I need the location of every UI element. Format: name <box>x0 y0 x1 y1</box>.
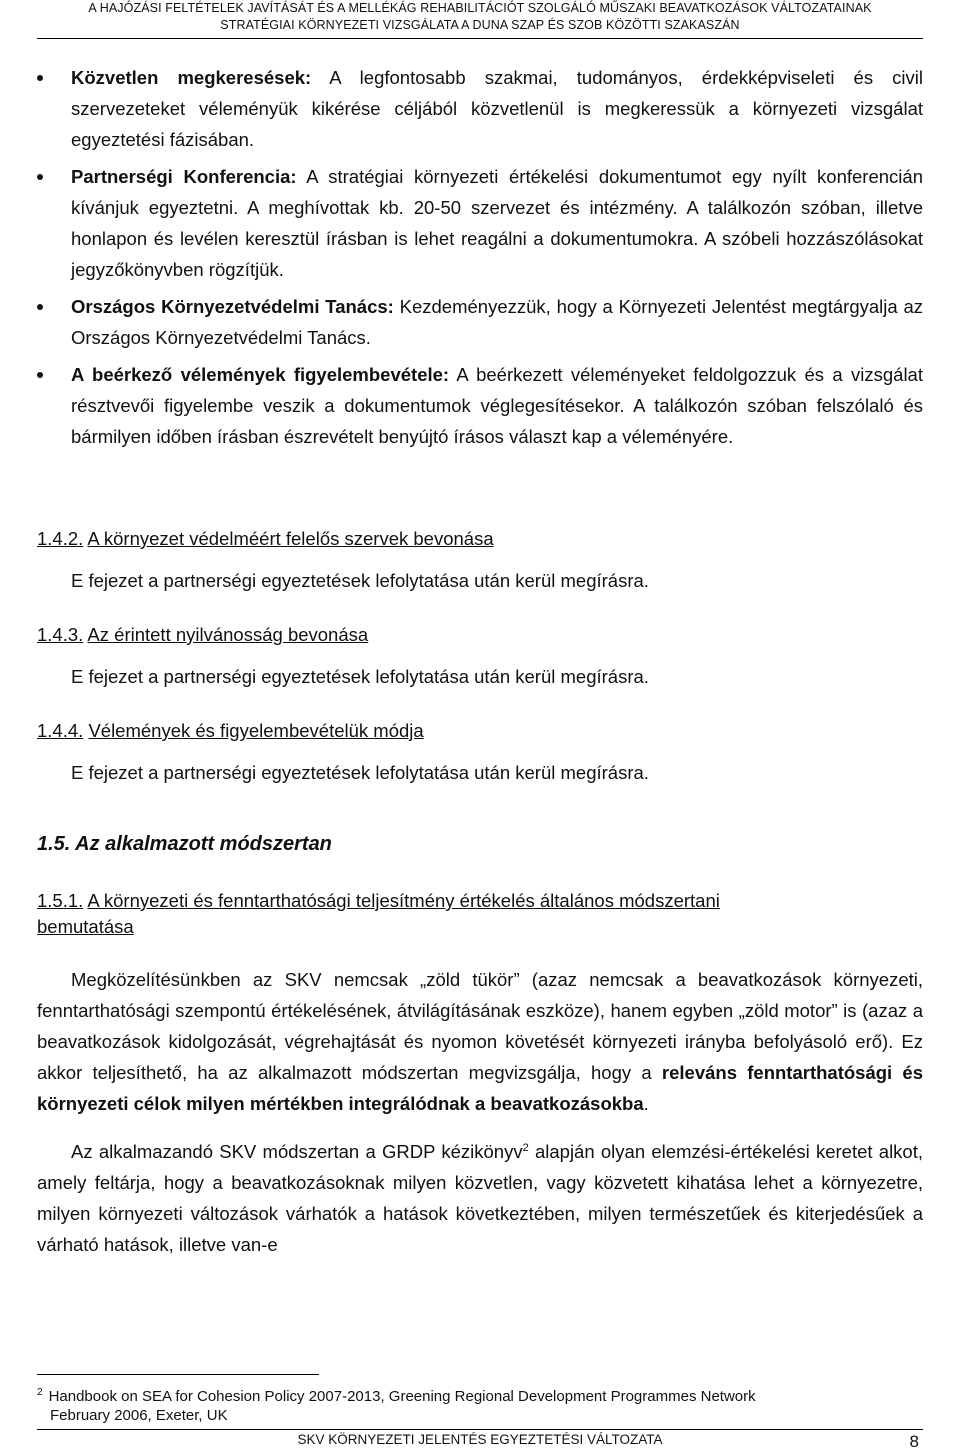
header-line-1: A HAJÓZÁSI FELTÉTELEK JAVÍTÁSÁT ÉS A MELLÉKÁG REHABILITÁCIÓT SZOLGÁLÓ MŰSZAKI BEAVATKOZÁSOK VÁLTOZATAINAK <box>88 1 872 15</box>
section-text-1-4-3: E fejezet a partnerségi egyeztetések lefolytatása után kerül megírásra. <box>71 666 649 687</box>
bullet-icon <box>37 75 43 81</box>
bullet-text: A legfontosabb szakmai, tudományos, érdekképviseleti és civil szervezeteket véleményük kikérése céljából közvetlenül is megkeressük a környezeti vizsgálat egyeztetési fázisában. <box>71 67 923 150</box>
body-paragraph-1: Megközelítésünkben az SKV nemcsak „zöld tükör” (azaz nemcsak a beavatkozások környezeti, fenntarthatósági szempontú értékelésének, átvilágításának eszköze), hanem egyben „zöld motor” is (azaz a beavatkozások kidolgozását, végrehajtását és nyomon követését környezeti irányba befolyásoló erő). Ez akkor teljesíthető, ha az alkalmazott módszertan megvizsgálja, hogy a releváns fenntarthatósági és környezeti célok milyen mértékben integrálódnak a beavatkozásokba. <box>37 969 923 1114</box>
page-number: 8 <box>909 1432 919 1451</box>
section-text-1-4-2: E fejezet a partnerségi egyeztetések lefolytatása után kerül megírásra. <box>71 570 649 591</box>
bullet-term: Országos Környezetvédelmi Tanács: <box>71 296 394 317</box>
section-heading-1-4-2: 1.4.2. A környezet védelméért felelős szervek bevonása <box>37 528 494 549</box>
body-paragraph-2: Az alkalmazandó SKV módszertan a GRDP kézikönyv$^2$ alapján olyan elemzési-értékelési keretet alkot, amely feltárja, hogy a beavatkozásoknak milyen közvetlen, vagy közvetett kihatása lehet a környezetre, milyen környezeti változások várhatók a hatások következtében, milyen természetűek és kiterjedésűek a várható hatások, illetve van-e <box>37 1141 923 1256</box>
list-item <box>37 291 923 353</box>
footer-title: SKV KÖRNYEZETI JELENTÉS EGYEZTETÉSI VÁLTOZATA <box>297 1432 663 1447</box>
bullet-term: A beérkező vélemények figyelembevétele: <box>71 364 450 385</box>
section-heading-1-4-4: 1.4.4. Vélemények és figyelembevételük módja <box>37 720 424 741</box>
bullet-term: Partnerségi Konferencia: <box>71 166 297 187</box>
list-item <box>37 62 923 155</box>
footnote-line-2: February 2006, Exeter, UK <box>50 1407 228 1424</box>
header-line-2: STRATÉGIAI KÖRNYEZETI VIZSGÁLATA A DUNA SZAP ÉS SZOB KÖZÖTTI SZAKASZÁN <box>220 18 740 32</box>
bullet-text: Kezdeményezzük, hogy a Környezeti Jelentést megtárgyalja az Országos Környezetvédelmi Tanács. <box>71 296 924 348</box>
subsection-heading: 1.5.1. A környezeti és fenntarthatósági teljesítmény értékelés általános módszertani bemutatása <box>37 890 720 937</box>
footnote <box>37 1383 923 1425</box>
running-header <box>37 0 923 39</box>
footnote-line-1: Handbook on SEA for Cohesion Policy 2007-2013, Greening Regional Development Programmes Network <box>48 1388 756 1405</box>
main-heading: 1.5. Az alkalmazott módszertan <box>37 833 332 855</box>
bullet-icon <box>37 372 43 378</box>
section-text-1-4-4: E fejezet a partnerségi egyeztetések lefolytatása után kerül megírásra. <box>71 762 649 783</box>
bullet-icon <box>37 304 43 310</box>
bullet-icon <box>37 174 43 180</box>
bullet-term: Közvetlen megkeresések: <box>71 67 312 88</box>
bullet-text: A stratégiai környezeti értékelési dokumentumot egy nyílt konferencián kívánjuk egyeztetni. A meghívottak kb. 20-50 szervezet és intézmény. A találkozón szóban, illetve honlapon és levélen keresztül írásban is lehet reagálni a dokumentumokra. A szóbeli hozzászólásokat jegyzőkönyvben rögzítjük. <box>71 166 923 280</box>
footnote-divider <box>37 1374 319 1375</box>
bullet-list <box>37 62 923 452</box>
footnote-number: 2 <box>37 1387 43 1398</box>
page-content <box>37 62 923 1260</box>
section-heading-1-4-3: 1.4.3. Az érintett nyilvánosság bevonása <box>37 624 369 645</box>
list-item <box>37 359 923 452</box>
list-item <box>37 161 923 285</box>
running-footer <box>37 1429 923 1452</box>
footnote-ref: 2 <box>522 1142 529 1154</box>
bullet-text: A beérkezett véleményeket feldolgozzuk és a vizsgálat résztvevői figyelembe veszik a dokumentumok véglegesítésekor. A találkozón szóban felszólaló és bármilyen időben írásban észrevételt benyújtó írásos választ kap a véleményére. <box>71 364 923 447</box>
